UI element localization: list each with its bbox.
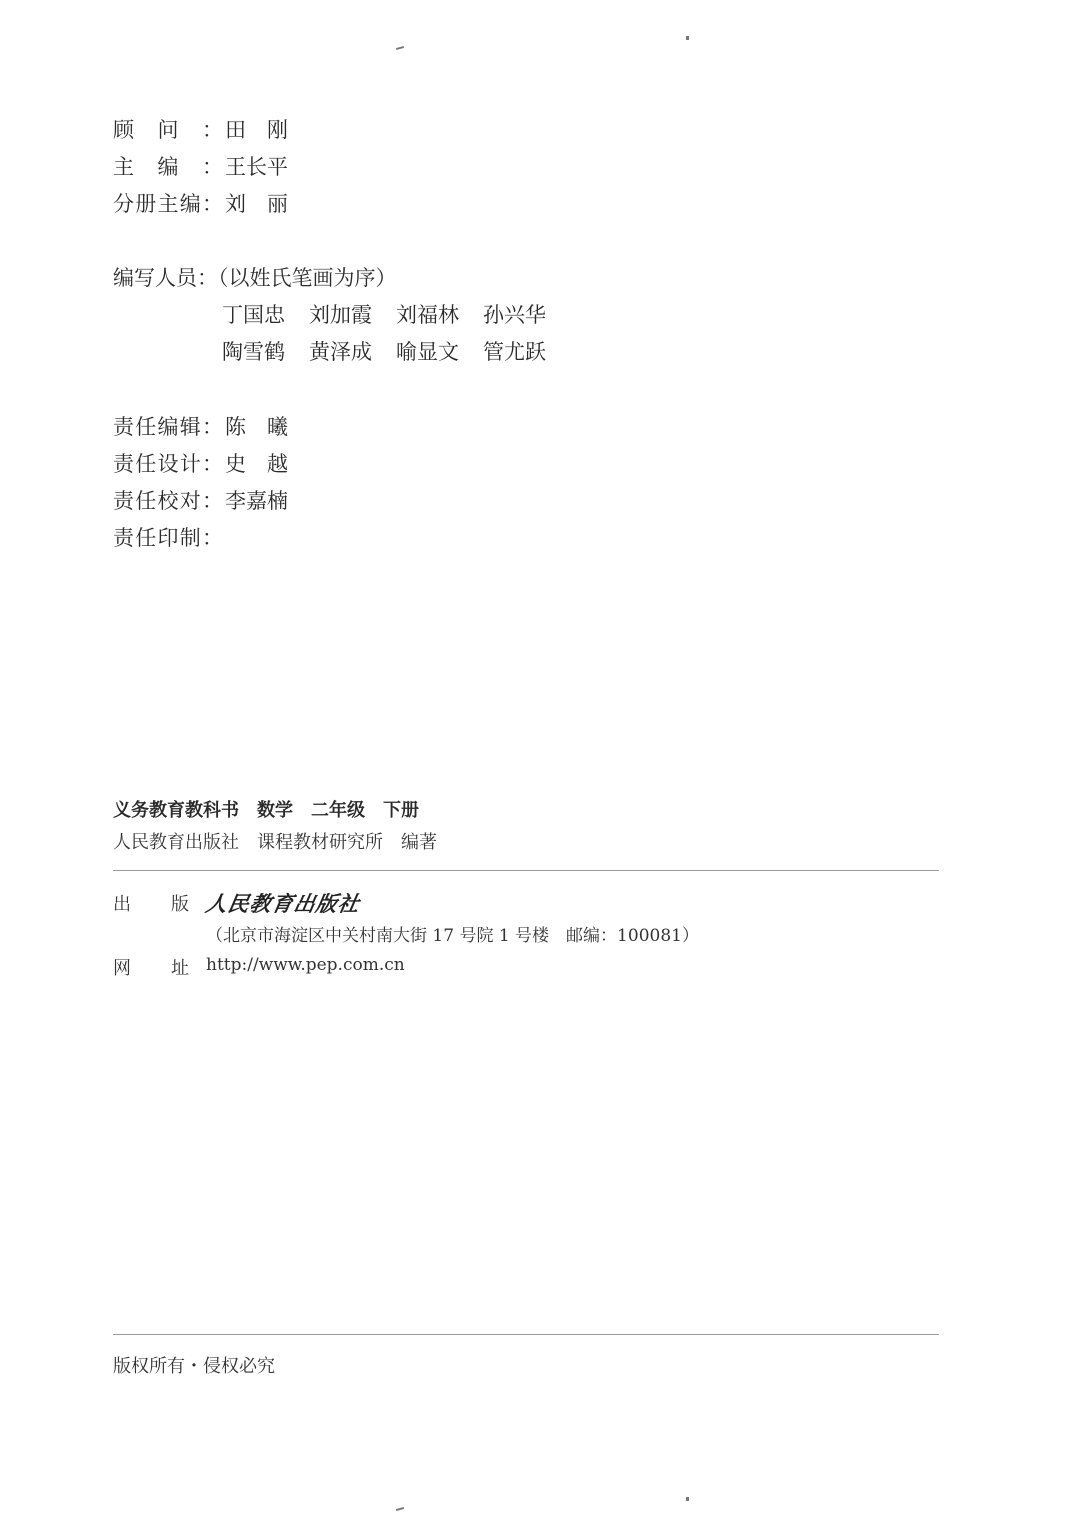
credit-value: 陈 曦	[225, 415, 288, 439]
credit-value: 王长平	[225, 155, 288, 179]
writers-heading	[113, 264, 397, 292]
credit-label: 责任编辑：	[113, 415, 223, 439]
writer-name: 陶雪鹤	[222, 340, 285, 364]
credit-volume-editor	[113, 190, 288, 218]
credit-chief-editor	[113, 153, 288, 181]
writers-label: 编写人员：	[113, 266, 218, 290]
writers-note: （以姓氏笔画为序）	[218, 266, 397, 290]
credit-label: 顾问：	[113, 118, 223, 142]
credit-value: 田 刚	[225, 118, 288, 142]
book-role: 编著	[401, 832, 437, 853]
responsible-proofreading	[113, 487, 288, 515]
credit-label: 责任设计：	[113, 452, 223, 476]
responsible-printing	[113, 524, 225, 552]
credit-label: 分册主编：	[113, 192, 223, 216]
credit-label: 主编：	[113, 155, 223, 179]
divider	[113, 1334, 939, 1335]
scan-mark	[396, 1507, 404, 1511]
scan-mark	[686, 1497, 689, 1501]
book-title	[113, 796, 437, 822]
credit-label: 责任印制：	[113, 526, 223, 550]
credit-value: 史 越	[225, 452, 288, 476]
scan-mark	[396, 46, 404, 50]
divider	[113, 870, 939, 871]
copyright-notice: 版权所有・侵权必究	[113, 1356, 275, 1377]
website-label: 网址	[113, 958, 189, 979]
scan-mark	[686, 36, 689, 40]
writer-name: 孙兴华	[483, 303, 546, 327]
credit-value: 李嘉楠	[225, 489, 288, 513]
publisher-logo: 人民教育出版社	[203, 891, 363, 916]
writer-name: 管尤跃	[483, 340, 546, 364]
responsible-editor	[113, 413, 288, 441]
writer-name: 喻显文	[396, 340, 459, 364]
website-link: http://www.pep.com.cn	[206, 955, 405, 975]
writer-name: 刘福林	[396, 303, 459, 327]
publish-label: 出版	[113, 894, 189, 915]
book-series: 义务教育教科书	[113, 800, 239, 821]
credit-label: 责任校对：	[113, 489, 223, 513]
responsible-design	[113, 450, 288, 478]
writers-row-2	[222, 338, 570, 366]
book-subject: 数学	[257, 800, 293, 821]
writers-row-1	[222, 301, 570, 329]
writer-name: 黄泽成	[309, 340, 372, 364]
book-publisher: 人民教育出版社	[113, 832, 239, 853]
book-institute: 课程教材研究所	[257, 832, 383, 853]
book-grade: 二年级	[311, 800, 365, 821]
writer-name: 刘加霞	[309, 303, 372, 327]
publisher-address: （北京市海淀区中关村南大街 17 号院 1 号楼 邮编：100081）	[206, 926, 699, 946]
credit-value: 刘 丽	[225, 192, 288, 216]
writer-name: 丁国忠	[222, 303, 285, 327]
credit-advisor	[113, 116, 288, 144]
book-volume: 下册	[383, 800, 419, 821]
book-editors	[113, 828, 455, 854]
